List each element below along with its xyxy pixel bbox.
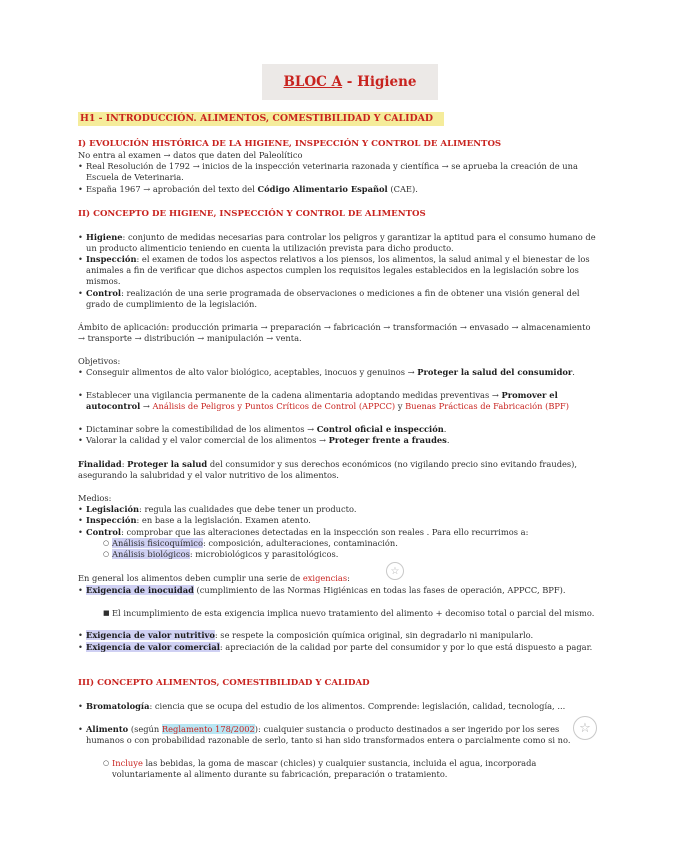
exigencias-word: exigencias bbox=[302, 573, 348, 583]
sub-list-item: ○ Incluye las bebidas, la goma de mascar (chicles) y cualquier sustancia, incluida el agua, incorporada voluntariamente al alimento durante su fabricación, preparación o tratamiento. bbox=[103, 758, 537, 780]
definition: ): cualquier sustancia o producto destinados a ser ingerido por los seres humanos o con probabilidad razonable de serlo, tanto si han sido transformados entera o parcialmente como si no. bbox=[86, 724, 571, 746]
list-item: • Inspección: en base a la legislación. Examen atento. bbox=[78, 515, 311, 525]
highlighted-term: Exigencia de valor comercial bbox=[86, 642, 220, 652]
list-item: • España 1967 → aprobación del texto del Código Alimentario Español (CAE). bbox=[78, 184, 418, 194]
list-item: • Conseguir alimentos de alto valor biológico, aceptables, inocuos y genuinos → Proteger la salud del consumidor. bbox=[78, 367, 575, 377]
objetivos-label: Objetivos: bbox=[78, 356, 121, 366]
list-item-text: Dictaminar sobre la comestibilidad de los alimentos → bbox=[86, 424, 317, 434]
text: (según bbox=[128, 724, 162, 734]
sub-list-text: las bebidas, la goma de mascar (chicles) y cualquier sustancia, incluida el agua, incorporada voluntariamente al alimento durante su fabricación, preparación o tratamiento. bbox=[112, 758, 537, 780]
list-item-text: Real Resolución de 1792 → inicios de la inspección veterinaria razonada y científica → se aprueba la creación de una Escuela de Veterinaria. bbox=[86, 161, 578, 183]
list-item: • Control: realización de una serie programada de observaciones o mediciones a fin de obtener una visión general del grado de cumplimiento de la legislación. bbox=[78, 288, 580, 310]
term: Alimento bbox=[86, 724, 129, 734]
title-name: Higiene bbox=[357, 74, 417, 90]
title-box bbox=[262, 64, 438, 100]
sub-list-text: El incumplimiento de esta exigencia implica nuevo tratamiento del alimento + decomiso total o parcial del mismo. bbox=[112, 608, 595, 618]
list-item-text: . bbox=[572, 367, 575, 377]
list-item-text: y bbox=[395, 401, 406, 412]
list-item: • Exigencia de inocuidad (cumplimiento de las Normas Higiénicas en todas las fases de operación, APPCC, BPF). bbox=[78, 585, 566, 595]
list-item: • Real Resolución de 1792 → inicios de la inspección veterinaria razonada y científica → se aprueba la creación de una Escuela de Veterinaria. bbox=[78, 161, 578, 183]
list-item-text: Valorar la calidad y el valor comercial de los alimentos → bbox=[86, 435, 329, 445]
list-item-bold: Proteger frente a fraudes bbox=[328, 435, 447, 445]
exigencias-intro bbox=[78, 573, 598, 584]
definition: : realización de una serie programada de observaciones o mediciones a fin de obtener una visión general del grado de cumplimiento de la legislación. bbox=[86, 288, 580, 310]
list-item-text: Conseguir alimentos de alto valor biológico, aceptables, inocuos y genuinos → bbox=[86, 367, 418, 377]
list-item-text: . bbox=[443, 424, 447, 434]
title-bloc: BLOC A bbox=[283, 74, 343, 90]
list-item: • Legislación: regula las cualidades que debe tener un producto. bbox=[78, 504, 357, 514]
list-item-text: → bbox=[140, 401, 153, 412]
list-item: • Alimento (según Reglamento 178/2002): cualquier sustancia o producto destinados a ser ingerido por los seres humanos o con probabilidad razonable de serlo, tanto si han sido transformados entera o parcialmente como si no. bbox=[78, 724, 571, 746]
list-item: • Exigencia de valor comercial: apreciación de la calidad por parte del consumidor y por lo que está dispuesto a pagar. bbox=[78, 642, 593, 652]
section-3-heading: III) CONCEPTO ALIMENTOS, COMESTIBILIDAD Y CALIDAD bbox=[78, 678, 370, 688]
definition: : el examen de todos los aspectos relativos a los piensos, los alimentos, la salud animal y el bienestar de los animales a fin de verificar que dichos aspectos cumplen los requisitos legales establecidos en la legislación sobre los mismos. bbox=[86, 254, 590, 287]
list-item-text: España 1967 → aprobación del texto del bbox=[86, 184, 258, 194]
medios-label: Medios: bbox=[78, 493, 112, 503]
definition: : apreciación de la calidad por parte del consumidor y por lo que está dispuesto a pagar. bbox=[219, 642, 593, 652]
list-item: • Higiene: conjunto de medidas necesarias para controlar los peligros y garantizar la aptitud para el consumo humano de un producto alimenticio teniendo en cuenta la utilización prevista para dicho producto. bbox=[78, 232, 596, 254]
finalidad-bold: Proteger la salud bbox=[127, 459, 208, 469]
term: Inspección bbox=[86, 254, 137, 264]
highlighted-term: Análisis biológicos bbox=[112, 549, 190, 559]
term: Legislación bbox=[86, 504, 140, 514]
finalidad-label: Finalidad bbox=[78, 459, 122, 469]
sub-list-item: ■ El incumplimiento de esta exigencia implica nuevo tratamiento del alimento + decomiso total o parcial del mismo. bbox=[103, 608, 595, 618]
appcc-text: Análisis de Peligros y Puntos Críticos de Control (APPCC) bbox=[152, 401, 396, 412]
definition: : conjunto de medidas necesarias para controlar los peligros y garantizar la aptitud para el consumo humano de un producto alimenticio teniendo en cuenta la utilización prevista para dicho producto. bbox=[86, 232, 596, 254]
colon: : bbox=[121, 459, 128, 469]
list-item: • Inspección: el examen de todos los aspectos relativos a los piensos, los alimentos, la salud animal y el bienestar de los animales a fin de verificar que dichos aspectos cumplen los requisitos legales establecidos en la legislación sobre los mismos. bbox=[78, 254, 590, 287]
list-item-bold: Código Alimentario Español bbox=[257, 184, 388, 194]
chapter-heading: H1 - INTRODUCCIÓN. ALIMENTOS, COMESTIBILIDAD Y CALIDAD bbox=[78, 112, 444, 126]
list-item: • Control: comprobar que las alteraciones detectadas en la inspección son reales . Para ello recurrimos a: bbox=[78, 527, 529, 537]
bpf-text: Buenas Prácticas de Fabricación (BPF) bbox=[405, 401, 569, 412]
highlighted-term: Análisis fisicoquímico bbox=[112, 538, 203, 548]
star-icon[interactable]: ☆ bbox=[386, 562, 404, 580]
highlighted-term: Exigencia de inocuidad bbox=[86, 585, 194, 595]
definition: : microbiológicos y parasitológicos. bbox=[189, 549, 339, 559]
term: Higiene bbox=[86, 232, 123, 242]
finalidad-body: del consumidor y sus derechos económicos (no vigilando precio sino evitando fraudes), asegurando la salubridad y el valor nutritivo de los alimentos. bbox=[78, 459, 578, 481]
list-item-bold: Control oficial e inspección bbox=[316, 424, 444, 434]
definition: : composición, adulteraciones, contaminación. bbox=[202, 538, 398, 548]
ambito-text: Ámbito de aplicación: producción primaria → preparación → fabricación → transformación → envasado → almacenamiento → transporte → distribución → manipulación → venta. bbox=[78, 322, 591, 344]
term: Control bbox=[86, 527, 122, 537]
highlighted-term: Exigencia de valor nutritivo bbox=[86, 630, 215, 640]
list-item-text: . bbox=[446, 435, 450, 445]
term: Control bbox=[86, 288, 122, 298]
sub-list-item: ○ Análisis biológicos: microbiológicos y parasitológicos. bbox=[103, 549, 339, 559]
list-item-text: (CAE). bbox=[387, 184, 418, 194]
sub-list-item: ○ Análisis fisicoquímico: composición, adulteraciones, contaminación. bbox=[103, 538, 398, 548]
list-item: • Establecer una vigilancia permanente de la cadena alimentaria adoptando medidas preventivas → Promover el autocontrol → Análisis de Peligros y Puntos Críticos de Control (APPCC) y Buenas Prácticas de Fabricación (BPF) bbox=[78, 390, 569, 412]
text: : bbox=[347, 573, 350, 583]
list-item: • Dictaminar sobre la comestibilidad de los alimentos → Control oficial e inspección. bbox=[78, 424, 447, 434]
term: Inspección bbox=[86, 515, 137, 525]
definition: : en base a la legislación. Examen atento. bbox=[136, 515, 311, 525]
star-icon[interactable]: ☆ bbox=[573, 716, 597, 740]
definition: (cumplimiento de las Normas Higiénicas en todas las fases de operación, APPCC, BPF). bbox=[193, 585, 566, 595]
title-sep: - bbox=[342, 74, 358, 90]
section-2-heading: II) CONCEPTO DE HIGIENE, INSPECCIÓN Y CONTROL DE ALIMENTOS bbox=[78, 209, 426, 219]
list-item-bold: Proteger la salud del consumidor bbox=[417, 367, 573, 377]
definition: : se respete la composición química original, sin degradarlo ni manipularlo. bbox=[214, 630, 534, 640]
text: En general los alimentos deben cumplir una serie de bbox=[78, 573, 303, 583]
list-item-text: Establecer una vigilancia permanente de la cadena alimentaria adoptando medidas preventivas → bbox=[86, 390, 502, 400]
definition: : regula las cualidades que debe tener un producto. bbox=[139, 504, 357, 514]
section-1-heading: I) EVOLUCIÓN HISTÓRICA DE LA HIGIENE, INSPECCIÓN Y CONTROL DE ALIMENTOS bbox=[78, 139, 502, 149]
reglamento-link[interactable]: Reglamento 178/2002 bbox=[161, 724, 255, 734]
definition: : comprobar que las alteraciones detectadas en la inspección son reales . Para ello recurrimos a: bbox=[121, 527, 529, 537]
list-item: • Bromatología: ciencia que se ocupa del estudio de los alimentos. Comprende: legislación, calidad, tecnología, ... bbox=[78, 701, 566, 711]
term: Bromatología bbox=[86, 701, 150, 711]
section-1-intro: No entra al examen → datos que daten del Paleolítico bbox=[78, 150, 303, 160]
definition: : ciencia que se ocupa del estudio de los alimentos. Comprende: legislación, calidad, tecnología, ... bbox=[149, 701, 566, 711]
list-item: • Exigencia de valor nutritivo: se respete la composición química original, sin degradarlo ni manipularlo. bbox=[78, 630, 534, 640]
list-item: • Valorar la calidad y el valor comercial de los alimentos → Proteger frente a fraudes. bbox=[78, 435, 450, 445]
incluye-word: Incluye bbox=[112, 758, 143, 768]
finalidad-text bbox=[78, 459, 598, 481]
list-item-bold: Promover el autocontrol bbox=[86, 390, 558, 412]
